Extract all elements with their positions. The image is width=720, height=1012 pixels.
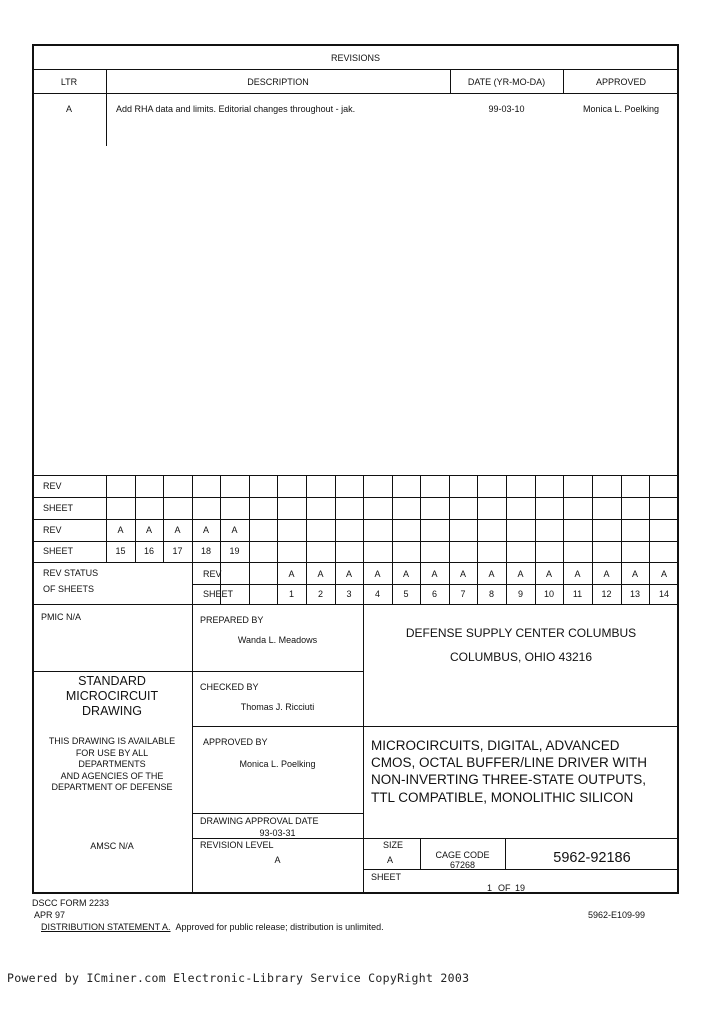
divider — [32, 671, 192, 672]
revision-level-value: A — [274, 855, 281, 865]
divider — [306, 475, 307, 562]
drawing-title: NON-INVERTING THREE-STATE OUTPUTS, — [371, 772, 647, 787]
rev-cell: A — [202, 525, 209, 535]
rev-cell: A — [231, 525, 238, 535]
divider — [192, 475, 193, 604]
revision-description: Add RHA data and limits. Editorial changes throughout - jak. — [116, 104, 356, 114]
sheet-status-cell: 12 — [601, 589, 612, 599]
availability-line: DEPARTMENT OF DEFENSE — [51, 782, 173, 792]
rev-status-rev-label: REV — [203, 569, 222, 579]
sheet-cell: 18 — [200, 546, 211, 556]
divider — [192, 726, 679, 727]
approved-by-name: Monica L. Poelking — [239, 759, 316, 769]
form-number: DSCC FORM 2233 — [32, 898, 110, 908]
sheet-cell: 17 — [172, 546, 183, 556]
revision-date: 99-03-10 — [488, 104, 525, 114]
divider — [32, 562, 679, 563]
divider — [649, 475, 650, 562]
col-date-header: DATE (YR-MO-DA) — [467, 77, 546, 87]
divider — [363, 604, 364, 894]
availability-line: FOR USE BY ALL — [75, 748, 149, 758]
rev-status-label: OF SHEETS — [43, 584, 95, 594]
checked-by-name: Thomas J. Ricciuti — [240, 702, 315, 712]
sheet-status-cell: 6 — [431, 589, 437, 599]
rev-cell: A — [117, 525, 124, 535]
rev-status-cell: A — [574, 569, 581, 579]
rev-cell: A — [145, 525, 152, 535]
checked-by-label: CHECKED BY — [200, 682, 259, 692]
size-value: A — [387, 855, 394, 865]
revision-approved: Monica L. Poelking — [582, 104, 660, 114]
divider — [32, 497, 679, 498]
approval-date-label: DRAWING APPROVAL DATE — [200, 816, 319, 826]
divider — [449, 475, 450, 562]
rev-status-cell: A — [459, 569, 466, 579]
prepared-by-name: Wanda L. Meadows — [237, 635, 318, 645]
divider — [32, 604, 679, 605]
drawing-number: 5962-92186 — [553, 850, 631, 866]
document-code: 5962-E109-99 — [588, 910, 646, 920]
drawing-title: CMOS, OCTAL BUFFER/LINE DRIVER WITH — [371, 755, 648, 770]
divider — [32, 69, 679, 70]
rev-status-cell: A — [374, 569, 381, 579]
distribution-statement — [41, 922, 384, 932]
divider — [32, 541, 679, 542]
rev-label: REV — [43, 525, 62, 535]
divider — [592, 475, 593, 562]
rev-status-cell: A — [288, 569, 295, 579]
form-date: APR 97 — [34, 910, 66, 920]
sheet-label: SHEET — [43, 503, 74, 513]
sheet-status-cell: 1 — [288, 589, 294, 599]
sheet-cell: 15 — [115, 546, 126, 556]
sheet-status-cell: 5 — [403, 589, 409, 599]
agency-address: COLUMBUS, OHIO 43216 — [449, 650, 593, 664]
standard-line: DRAWING — [82, 704, 142, 718]
rev-status-cell: A — [345, 569, 352, 579]
rev-status-cell: A — [402, 569, 409, 579]
distribution-text: Approved for public release; distribution is unlimited. — [175, 922, 384, 932]
rev-cell: A — [174, 525, 181, 535]
size-label: SIZE — [383, 840, 404, 850]
availability-line: AND AGENCIES OF THE — [60, 771, 164, 781]
availability-line: THIS DRAWING IS AVAILABLE — [48, 736, 176, 746]
sheet-total: 19 — [515, 883, 526, 893]
rev-status-cell: A — [631, 569, 638, 579]
standard-line: MICROCIRCUIT — [65, 689, 159, 703]
sheet-cell: 19 — [229, 546, 240, 556]
divider — [621, 475, 622, 562]
rev-status-cell: A — [660, 569, 667, 579]
sheet-status-cell: 3 — [346, 589, 352, 599]
standard-line: STANDARD — [78, 674, 146, 688]
divider — [32, 93, 679, 94]
divider — [192, 584, 679, 585]
divider — [477, 475, 478, 562]
rev-status-cell: A — [603, 569, 610, 579]
revision-level-label: REVISION LEVEL — [200, 840, 274, 850]
rev-status-cell: A — [488, 569, 495, 579]
divider — [192, 671, 363, 672]
distribution-label: DISTRIBUTION STATEMENT A. — [41, 922, 171, 932]
sheet-current: 1 — [487, 883, 493, 893]
sheet-info-label: SHEET — [371, 872, 402, 882]
pmic: PMIC N/A — [41, 612, 82, 622]
prepared-by-label: PREPARED BY — [200, 615, 264, 625]
divider — [32, 475, 679, 476]
divider — [563, 475, 564, 562]
sheet-status-cell: 7 — [460, 589, 466, 599]
divider — [335, 475, 336, 562]
sheet-status-cell: 4 — [374, 589, 380, 599]
divider — [192, 813, 363, 814]
rev-status-cell: A — [431, 569, 438, 579]
sheet-status-cell: 8 — [488, 589, 494, 599]
divider — [363, 475, 364, 562]
rev-status-cell: A — [545, 569, 552, 579]
footer-watermark: Powered by ICminer.com Electronic-Library Service CopyRight 2003 — [7, 971, 470, 985]
sheet-status-cell: 2 — [317, 589, 323, 599]
sheet-status-cell: 13 — [629, 589, 640, 599]
sheet-of-label: OF — [498, 883, 511, 893]
rev-label: REV — [43, 481, 62, 491]
divider — [192, 838, 679, 839]
col-ltr-header: LTR — [60, 77, 78, 87]
approved-by-label: APPROVED BY — [203, 737, 268, 747]
rev-status-sheet-label: SHEET — [203, 589, 234, 599]
cage-code-value: 67268 — [449, 860, 476, 870]
agency-name: DEFENSE SUPPLY CENTER COLUMBUS — [405, 626, 637, 640]
col-approved-header: APPROVED — [595, 77, 646, 87]
divider — [506, 475, 507, 562]
sheet-cell: 16 — [143, 546, 154, 556]
divider — [535, 475, 536, 562]
amsc: AMSC N/A — [90, 841, 134, 851]
approval-date-value: 93-03-31 — [259, 828, 296, 838]
divider — [249, 475, 250, 604]
sheet-label: SHEET — [43, 546, 74, 556]
rev-status-cell: A — [517, 569, 524, 579]
availability-line: DEPARTMENTS — [78, 759, 146, 769]
drawing-title: TTL COMPATIBLE, MONOLITHIC SILICON — [371, 790, 634, 805]
divider — [277, 475, 278, 562]
cage-code-label: CAGE CODE — [435, 850, 490, 860]
divider — [220, 475, 221, 604]
col-description-header: DESCRIPTION — [247, 77, 309, 87]
divider — [192, 604, 193, 894]
sheet-status-cell: 9 — [517, 589, 523, 599]
sheet-status-cell: 14 — [658, 589, 669, 599]
rev-status-cell: A — [317, 569, 324, 579]
revision-ltr: A — [65, 104, 72, 114]
divider — [392, 475, 393, 562]
rev-status-label: REV STATUS — [43, 568, 99, 578]
sheet-status-cell: 10 — [543, 589, 554, 599]
divider — [420, 475, 421, 562]
sheet-status-cell: 11 — [572, 589, 583, 599]
divider — [363, 869, 679, 870]
drawing-title: MICROCIRCUITS, DIGITAL, ADVANCED — [371, 738, 620, 753]
divider — [32, 519, 679, 520]
revisions-header: REVISIONS — [330, 53, 380, 63]
